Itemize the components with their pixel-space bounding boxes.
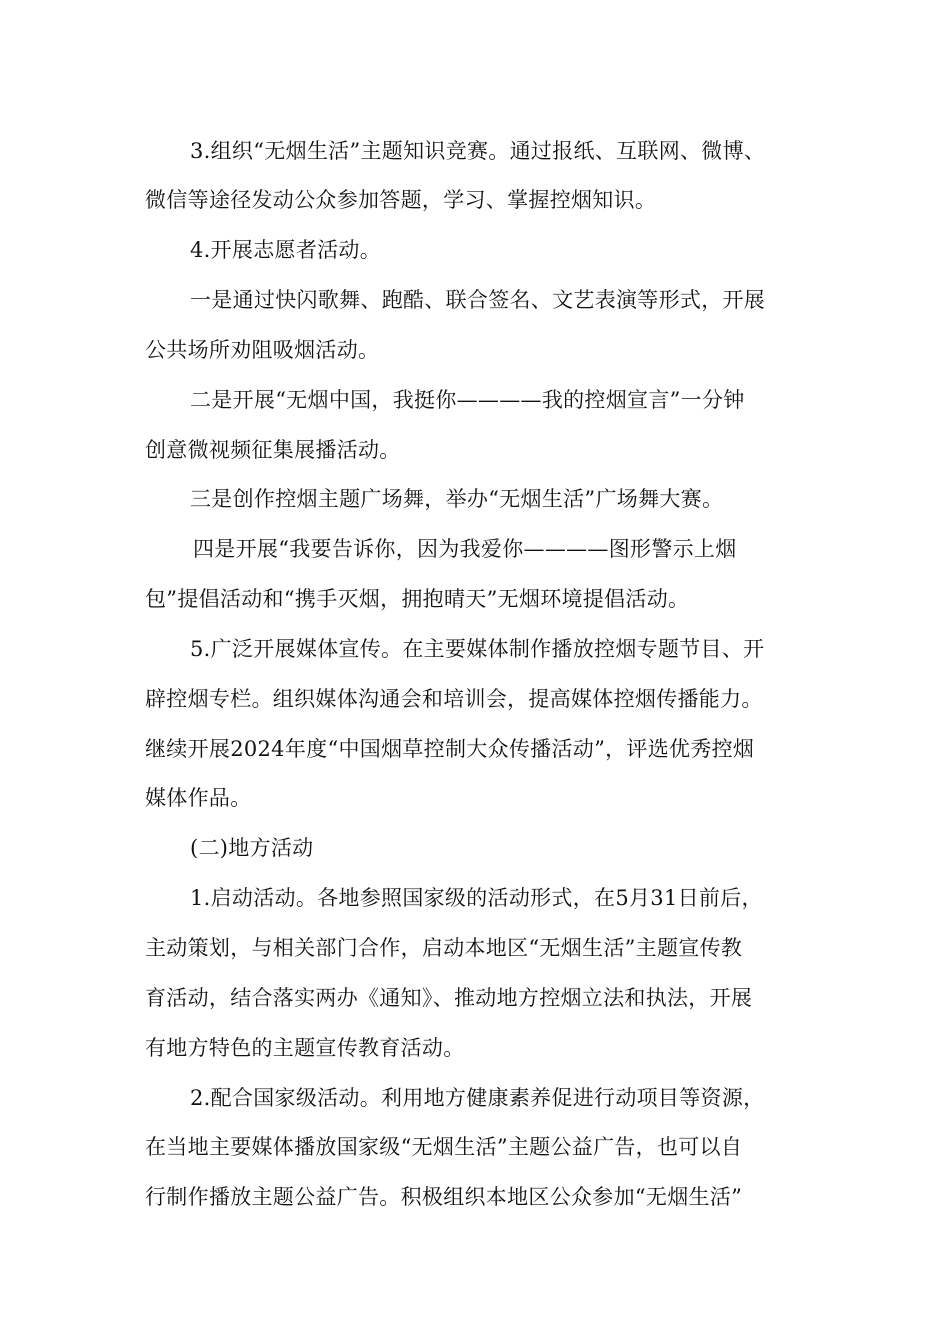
text-line: 三是创作控烟主题广场舞，举办“无烟生活”广场舞大赛。 xyxy=(190,487,724,511)
text-line: 3.组织“无烟生活”主题知识竞赛。通过报纸、互联网、微博、 xyxy=(190,139,766,163)
text-line: 一是通过快闪歌舞、跑酷、联合签名、文艺表演等形式，开展 xyxy=(190,288,766,312)
section-heading: (二)地方活动 xyxy=(190,836,314,860)
text-line: 公共场所劝阻吸烟活动。 xyxy=(145,338,380,362)
text-line: 行制作播放主题公益广告。积极组织本地区公众参加“无烟生活” xyxy=(145,1185,743,1209)
text-line: 辟控烟专栏。组织媒体沟通会和培训会，提高媒体控烟传播能力。 xyxy=(145,687,763,711)
text-line: 有地方特色的主题宣传教育活动。 xyxy=(145,1036,465,1060)
text-line: 二是开展“无烟中国，我挺你————我的控烟宣言”一分钟 xyxy=(190,388,745,412)
text-line: 四是开展“我要告诉你，因为我爱你————图形警示上烟 xyxy=(193,537,737,561)
text-line: 在当地主要媒体播放国家级“无烟生活”主题公益广告，也可以自 xyxy=(145,1135,743,1159)
text-line: 主动策划，与相关部门合作，启动本地区“无烟生活”主题宣传教 xyxy=(145,936,743,960)
text-line: 育活动，结合落实两办《通知》、推动地方控烟立法和执法，开展 xyxy=(145,986,753,1010)
text-line: 5.广泛开展媒体宣传。在主要媒体制作播放控烟专题节目、开 xyxy=(190,637,765,661)
list-heading: 4.开展志愿者活动。 xyxy=(190,238,382,262)
text-line: 媒体作品。 xyxy=(145,786,252,810)
text-line: 包”提倡活动和“携手灭烟，拥抱晴天”无烟环境提倡活动。 xyxy=(145,587,690,611)
text-line: 创意微视频征集展播活动。 xyxy=(145,438,401,462)
text-line: 2.配合国家级活动。利用地方健康素养促进行动项目等资源， xyxy=(190,1086,765,1110)
text-line: 继续开展2024年度“中国烟草控制大众传播活动”，评选优秀控烟 xyxy=(145,737,755,761)
text-line: 1.启动活动。各地参照国家级的活动形式，在5月31日前后， xyxy=(190,886,763,910)
text-line: 微信等途径发动公众参加答题，学习、掌握控烟知识。 xyxy=(145,188,657,212)
